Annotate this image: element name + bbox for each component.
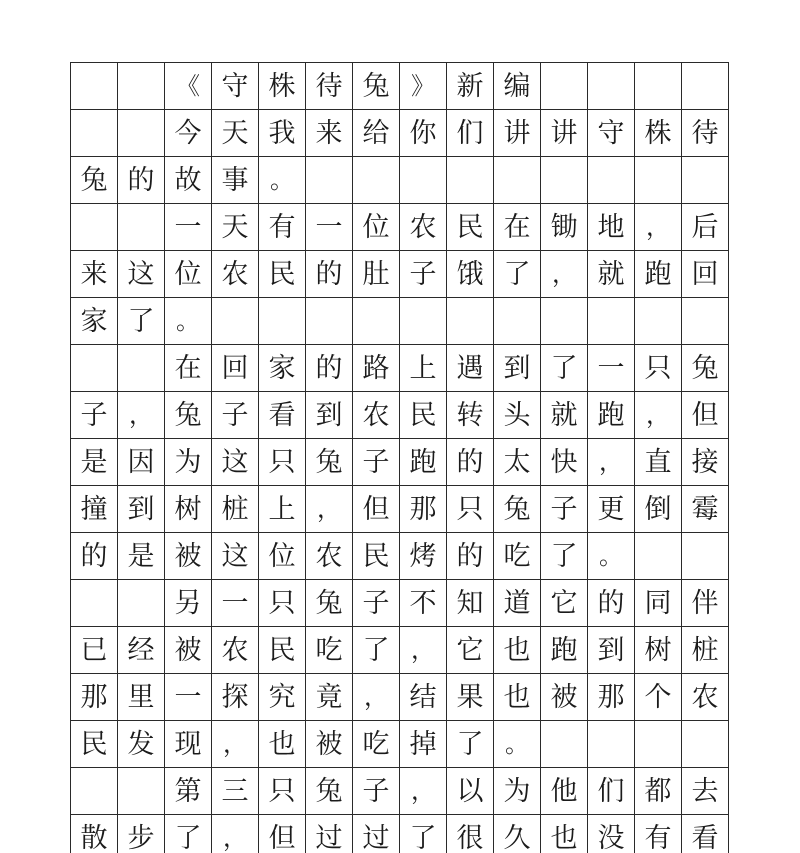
grid-cell: 就 (541, 392, 588, 439)
grid-cell: 快 (541, 439, 588, 486)
grid-cell: 转 (447, 392, 494, 439)
grid-cell: 了 (353, 627, 400, 674)
grid-cell-empty (212, 298, 259, 345)
grid-cell: 位 (165, 251, 212, 298)
grid-cell: 天 (212, 110, 259, 157)
grid-cell: 太 (494, 439, 541, 486)
grid-cell: 不 (400, 580, 447, 627)
grid-cell: 位 (353, 204, 400, 251)
grid-cell-empty (71, 580, 118, 627)
grid-cell: 子 (353, 439, 400, 486)
grid-cell: 散 (71, 815, 118, 853)
grid-cell: 。 (588, 533, 635, 580)
grid-cell: ， (212, 815, 259, 853)
grid-cell: 民 (353, 533, 400, 580)
grid-cell: 有 (635, 815, 682, 853)
grid-cell: ， (635, 392, 682, 439)
grid-cell: 那 (400, 486, 447, 533)
grid-cell: 兔 (306, 768, 353, 815)
grid-cell-empty (353, 157, 400, 204)
grid-cell: 的 (588, 580, 635, 627)
grid-cell: 。 (494, 721, 541, 768)
grid-cell-empty (71, 345, 118, 392)
grid-cell: 更 (588, 486, 635, 533)
grid-cell: 看 (259, 392, 306, 439)
grid-cell-empty (682, 63, 729, 110)
grid-cell: 民 (447, 204, 494, 251)
grid-cell: 农 (306, 533, 353, 580)
grid-cell: 个 (635, 674, 682, 721)
grid-cell: 家 (71, 298, 118, 345)
grid-cell: ， (400, 768, 447, 815)
grid-cell-empty (588, 63, 635, 110)
grid-cell-empty (118, 345, 165, 392)
grid-cell-empty (400, 157, 447, 204)
grid-cell: 只 (259, 768, 306, 815)
grid-cell: 肚 (353, 251, 400, 298)
grid-cell: 了 (541, 345, 588, 392)
grid-cell: 待 (682, 110, 729, 157)
grid-cell: 过 (306, 815, 353, 853)
grid-cell-empty (118, 580, 165, 627)
grid-cell: 地 (588, 204, 635, 251)
grid-cell: 给 (353, 110, 400, 157)
title-cell: 兔 (353, 63, 400, 110)
grid-cell: 步 (118, 815, 165, 853)
grid-cell: 已 (71, 627, 118, 674)
grid-cell: 子 (353, 580, 400, 627)
title-cell: 守 (212, 63, 259, 110)
grid-cell: 但 (353, 486, 400, 533)
grid-cell: 竟 (306, 674, 353, 721)
grid-cell: 锄 (541, 204, 588, 251)
grid-cell-empty (541, 721, 588, 768)
grid-cell-empty (682, 533, 729, 580)
grid-cell: 有 (259, 204, 306, 251)
grid-cell: 另 (165, 580, 212, 627)
grid-cell: 饿 (447, 251, 494, 298)
grid-cell: 那 (588, 674, 635, 721)
grid-cell: 。 (259, 157, 306, 204)
grid-cell: 跑 (541, 627, 588, 674)
grid-cell-empty (259, 298, 306, 345)
grid-cell: 一 (212, 580, 259, 627)
grid-cell-empty (306, 157, 353, 204)
grid-cell: 的 (118, 157, 165, 204)
grid-cell: 的 (71, 533, 118, 580)
grid-cell: 很 (447, 815, 494, 853)
grid-cell: 了 (447, 721, 494, 768)
grid-cell: 现 (165, 721, 212, 768)
grid-cell: 就 (588, 251, 635, 298)
title-cell: 新 (447, 63, 494, 110)
grid-cell: 了 (541, 533, 588, 580)
title-cell: 》 (400, 63, 447, 110)
grid-cell: 上 (400, 345, 447, 392)
grid-cell: 回 (682, 251, 729, 298)
grid-cell: 吃 (353, 721, 400, 768)
grid-cell: 讲 (541, 110, 588, 157)
grid-cell-empty (400, 298, 447, 345)
grid-cell-empty (541, 298, 588, 345)
grid-cell-empty (635, 721, 682, 768)
grid-cell: 吃 (306, 627, 353, 674)
grid-cell: 一 (165, 204, 212, 251)
grid-cell: 位 (259, 533, 306, 580)
grid-cell-empty (494, 298, 541, 345)
grid-cell: 的 (447, 533, 494, 580)
grid-cell: 上 (259, 486, 306, 533)
grid-cell: 但 (259, 815, 306, 853)
grid-cell: 到 (494, 345, 541, 392)
grid-cell: 同 (635, 580, 682, 627)
grid-cell: 去 (682, 768, 729, 815)
grid-cell: 霉 (682, 486, 729, 533)
grid-cell: 一 (165, 674, 212, 721)
grid-cell: 的 (306, 345, 353, 392)
grid-cell-empty (71, 63, 118, 110)
grid-cell: 子 (400, 251, 447, 298)
grid-cell: 只 (259, 580, 306, 627)
grid-cell: 里 (118, 674, 165, 721)
grid-cell: 到 (588, 627, 635, 674)
grid-cell: 吃 (494, 533, 541, 580)
grid-cell: ， (400, 627, 447, 674)
grid-cell: 树 (635, 627, 682, 674)
grid-cell: ， (635, 204, 682, 251)
grid-cell: 为 (165, 439, 212, 486)
grid-cell-empty (71, 110, 118, 157)
grid-cell: 兔 (306, 580, 353, 627)
writing-grid (70, 62, 729, 853)
grid-cell-empty (635, 298, 682, 345)
grid-cell: 过 (353, 815, 400, 853)
grid-cell-empty (541, 63, 588, 110)
grid-cell: 都 (635, 768, 682, 815)
grid-cell: 家 (259, 345, 306, 392)
grid-cell-empty (682, 721, 729, 768)
grid-cell: 知 (447, 580, 494, 627)
grid-cell: 没 (588, 815, 635, 853)
grid-cell-empty (447, 298, 494, 345)
grid-cell: 民 (259, 251, 306, 298)
grid-cell: 那 (71, 674, 118, 721)
grid-cell: 因 (118, 439, 165, 486)
grid-cell: 结 (400, 674, 447, 721)
grid-cell: 是 (118, 533, 165, 580)
grid-cell-empty (635, 157, 682, 204)
grid-cell: 发 (118, 721, 165, 768)
grid-cell: 农 (212, 627, 259, 674)
grid-cell-empty (306, 298, 353, 345)
grid-cell: 来 (71, 251, 118, 298)
grid-cell-empty (682, 298, 729, 345)
grid-cell: 兔 (682, 345, 729, 392)
grid-cell: ， (541, 251, 588, 298)
grid-cell: 只 (259, 439, 306, 486)
grid-cell: 久 (494, 815, 541, 853)
grid-cell: 这 (212, 533, 259, 580)
grid-cell: 被 (165, 533, 212, 580)
grid-cell: 到 (306, 392, 353, 439)
grid-cell: 到 (118, 486, 165, 533)
grid-cell: 守 (588, 110, 635, 157)
grid-cell: 掉 (400, 721, 447, 768)
grid-cell: 今 (165, 110, 212, 157)
grid-cell: 。 (165, 298, 212, 345)
grid-cell: 看 (682, 815, 729, 853)
grid-cell: 兔 (165, 392, 212, 439)
grid-cell: 们 (588, 768, 635, 815)
grid-cell: ， (306, 486, 353, 533)
grid-cell: 讲 (494, 110, 541, 157)
grid-cell: 来 (306, 110, 353, 157)
grid-cell-empty (588, 298, 635, 345)
grid-cell: 只 (635, 345, 682, 392)
grid-cell: 后 (682, 204, 729, 251)
title-cell: 《 (165, 63, 212, 110)
grid-cell: 被 (541, 674, 588, 721)
grid-cell: 第 (165, 768, 212, 815)
title-cell: 待 (306, 63, 353, 110)
grid-cell: 在 (165, 345, 212, 392)
grid-cell-empty (118, 110, 165, 157)
grid-cell: 一 (588, 345, 635, 392)
grid-cell: 你 (400, 110, 447, 157)
grid-cell: 撞 (71, 486, 118, 533)
grid-cell-empty (682, 157, 729, 204)
grid-cell: 桩 (212, 486, 259, 533)
grid-cell: 天 (212, 204, 259, 251)
grid-cell: 但 (682, 392, 729, 439)
grid-cell: 只 (447, 486, 494, 533)
grid-cell: 兔 (306, 439, 353, 486)
grid-cell: 也 (259, 721, 306, 768)
grid-cell: 它 (541, 580, 588, 627)
grid-cell: 道 (494, 580, 541, 627)
grid-cell: 被 (306, 721, 353, 768)
grid-cell: 也 (494, 674, 541, 721)
grid-cell: 桩 (682, 627, 729, 674)
grid-cell: 回 (212, 345, 259, 392)
grid-cell-empty (635, 63, 682, 110)
grid-cell: 遇 (447, 345, 494, 392)
grid-cell: 跑 (400, 439, 447, 486)
grid-cell: 他 (541, 768, 588, 815)
grid-cell: 的 (447, 439, 494, 486)
grid-cell: 农 (353, 392, 400, 439)
grid-cell: 农 (400, 204, 447, 251)
grid-cell: 了 (494, 251, 541, 298)
grid-cell: 树 (165, 486, 212, 533)
grid-cell-empty (541, 157, 588, 204)
grid-cell: 了 (118, 298, 165, 345)
grid-cell: 的 (306, 251, 353, 298)
grid-cell: ， (353, 674, 400, 721)
grid-cell-empty (353, 298, 400, 345)
grid-cell: 农 (682, 674, 729, 721)
grid-cell: 兔 (494, 486, 541, 533)
grid-cell: 民 (259, 627, 306, 674)
grid-cell: 民 (400, 392, 447, 439)
title-cell: 株 (259, 63, 306, 110)
grid-cell: 故 (165, 157, 212, 204)
grid-cell-empty (588, 721, 635, 768)
grid-cell: 路 (353, 345, 400, 392)
grid-cell: 究 (259, 674, 306, 721)
grid-cell: 子 (71, 392, 118, 439)
grid-cell-empty (588, 157, 635, 204)
grid-cell: 农 (212, 251, 259, 298)
grid-cell: 这 (118, 251, 165, 298)
grid-cell-empty (71, 204, 118, 251)
grid-cell: 子 (212, 392, 259, 439)
grid-cell: 我 (259, 110, 306, 157)
grid-cell-empty (118, 63, 165, 110)
grid-cell: 经 (118, 627, 165, 674)
grid-cell: 接 (682, 439, 729, 486)
grid-cell: 是 (71, 439, 118, 486)
grid-cell: 兔 (71, 157, 118, 204)
grid-cell: ， (588, 439, 635, 486)
grid-cell: 也 (541, 815, 588, 853)
grid-cell: 伴 (682, 580, 729, 627)
grid-cell: 跑 (635, 251, 682, 298)
grid-cell-empty (447, 157, 494, 204)
grid-cell-empty (118, 204, 165, 251)
grid-cell: 株 (635, 110, 682, 157)
grid-cell: 果 (447, 674, 494, 721)
grid-cell: 子 (541, 486, 588, 533)
grid-cell-empty (118, 768, 165, 815)
grid-cell: 为 (494, 768, 541, 815)
grid-cell: 也 (494, 627, 541, 674)
grid-cell-empty (71, 768, 118, 815)
grid-cell: 直 (635, 439, 682, 486)
grid-cell: 们 (447, 110, 494, 157)
grid-cell: 民 (71, 721, 118, 768)
grid-cell: 探 (212, 674, 259, 721)
grid-cell: 一 (306, 204, 353, 251)
grid-cell: 烤 (400, 533, 447, 580)
grid-cell: 跑 (588, 392, 635, 439)
grid-cell: 子 (353, 768, 400, 815)
grid-cell-empty (635, 533, 682, 580)
title-cell: 编 (494, 63, 541, 110)
grid-cell: 被 (165, 627, 212, 674)
grid-cell: 以 (447, 768, 494, 815)
grid-cell: 头 (494, 392, 541, 439)
grid-cell: 事 (212, 157, 259, 204)
grid-cell: 了 (165, 815, 212, 853)
grid-cell: ， (118, 392, 165, 439)
grid-cell: 倒 (635, 486, 682, 533)
grid-cell-empty (494, 157, 541, 204)
grid-cell: 它 (447, 627, 494, 674)
grid-cell: 在 (494, 204, 541, 251)
grid-cell: 这 (212, 439, 259, 486)
grid-cell: 三 (212, 768, 259, 815)
grid-cell: 了 (400, 815, 447, 853)
grid-cell: ， (212, 721, 259, 768)
